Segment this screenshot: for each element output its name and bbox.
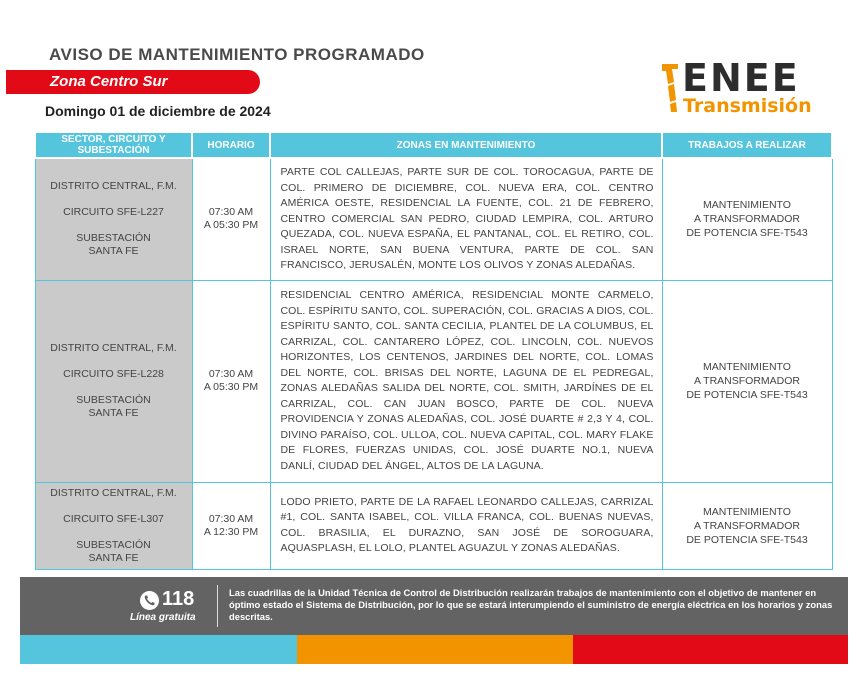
- logo-wordmark: ENEE: [682, 56, 800, 100]
- hotline-number: 118: [162, 588, 195, 610]
- zones-cell: LODO PRIETO, PARTE DE LA RAFAEL LEONARDO CALLEJAS, CARRIZAL #1, COL. SANTA ISABEL, COL. VILLA FRANCA, COL. BUENAS NUEVAS, COL. BRASILIA, EL DURAZNO, SAN JOSÉ DE SOROGUARA, AQUASPLASH, EL LOLO, PLANTEL AGUAZUL Y ZONAS ALEDAÑAS.: [270, 482, 662, 569]
- substation-name: SANTA FE: [88, 245, 139, 258]
- hotline-label: Línea gratuita: [130, 612, 196, 623]
- work-line: A TRANSFORMADOR: [694, 519, 800, 532]
- end-time: A 12:30 PM: [203, 525, 259, 538]
- column-header-hours: HORARIO: [192, 132, 270, 158]
- sector-name: DISTRITO CENTRAL, F.M.: [50, 342, 177, 354]
- footer-divider: [217, 585, 218, 627]
- work-cell: [662, 280, 832, 482]
- sector-cell: [35, 482, 192, 569]
- column-header-zones: ZONAS EN MANTENIMIENTO: [270, 132, 662, 158]
- work-cell: [662, 158, 832, 280]
- work-line: DE POTENCIA SFE-T543: [686, 227, 808, 240]
- substation-label: SUBESTACIÓN: [76, 232, 151, 245]
- logo-subtitle: Transmisión: [683, 95, 812, 117]
- stripe-red: [573, 635, 848, 664]
- footer-panel: [20, 577, 848, 635]
- end-time: A 05:30 PM: [203, 381, 259, 393]
- substation-name: SANTA FE: [88, 407, 139, 419]
- work-line: A TRANSFORMADOR: [694, 375, 800, 387]
- enee-logo-mark-icon: [660, 62, 682, 114]
- table-row: [35, 158, 832, 280]
- hours-cell: [192, 158, 270, 280]
- sector-cell: [35, 158, 192, 280]
- work-line: MANTENIMIENTO: [703, 199, 791, 212]
- start-time: 07:30 AM: [208, 368, 254, 380]
- substation-name: SANTA FE: [88, 551, 139, 564]
- start-time: 07:30 AM: [208, 512, 254, 525]
- start-time: 07:30 AM: [208, 206, 254, 219]
- zones-cell: PARTE COL CALLEJAS, PARTE SUR DE COL. TOROCAGUA, PARTE DE COL. PRIMERO DE DICIEMBRE, COL. NUEVA ERA, COL. CENTRO AMÉRICA OESTE, RESIDENCIAL LA FUENTE, COL. 21 DE FEBRERO, CENTRO COMERCIAL SAN PEDRO, CIUDAD LEMPIRA, COL. ARTURO QUEZADA, COL. NUEVA ESPAÑA, EL PANTANAL, COL. EL RETIRO, COL. ISRAEL NORTE, SAN BUENA VENTURA, PARTE DE COL. SAN FRANCISCO, JERUSALÉN, MONTE LOS OLIVOS Y ZONAS ALEDAÑAS.: [270, 158, 662, 280]
- work-line: MANTENIMIENTO: [703, 361, 791, 373]
- work-line: DE POTENCIA SFE-T543: [686, 533, 808, 546]
- circuit-name: CIRCUITO SFE-L228: [63, 368, 164, 380]
- maintenance-table: [34, 131, 833, 570]
- sector-cell: [35, 280, 192, 482]
- hours-cell: [192, 280, 270, 482]
- work-line: DE POTENCIA SFE-T543: [686, 389, 808, 401]
- circuit-name: CIRCUITO SFE-L307: [63, 512, 164, 525]
- sector-name: DISTRITO CENTRAL, F.M.: [50, 486, 177, 499]
- work-line: MANTENIMIENTO: [703, 505, 791, 518]
- substation-label: SUBESTACIÓN: [76, 538, 151, 551]
- work-cell: [662, 482, 832, 569]
- phone-icon: [140, 591, 159, 610]
- table-row: [35, 482, 832, 569]
- sector-name: DISTRITO CENTRAL, F.M.: [50, 180, 177, 193]
- work-line: A TRANSFORMADOR: [694, 213, 800, 226]
- column-header-work: TRABAJOS A REALIZAR: [662, 132, 832, 158]
- stripe-cyan: [20, 635, 297, 664]
- zone-banner: [6, 70, 260, 94]
- circuit-name: CIRCUITO SFE-L227: [63, 206, 164, 219]
- zones-cell: RESIDENCIAL CENTRO AMÉRICA, RESIDENCIAL MONTE CARMELO, COL. ESPÍRITU SANTO, COL. SUPERACIÓN, COL. GRACIAS A DIOS, COL. ESPÍRITU SANTO, COL. SANTA CECILIA, PLANTEL DE LA COLUMBUS, EL CARRIZAL, COL. CANTARERO LÓPEZ, COL. LINCOLN, COL. NUEVOS HORIZONTES, LOS CENTENOS, JARDINES DEL NORTE, COL. LOMAS DEL NORTE, COL. BRISAS DEL NORTE, LAGUNA DE EL PEDREGAL, ZONAS ALEDAÑAS SALIDA DEL NORTE, COL. SMITH, JARDÍNES DE EL CARRIZAL, COL. CAN JUAN BOSCO, PARTE DE COL. NUEVA PROVIDENCIA Y ZONAS ALEDAÑAS, COL. JOSÉ DUARTE # 2,3 Y 4, COL. DIVINO PARAÍSO, COL. ULLOA, COL. NUEVA CAPITAL, COL. MARY FLAKE DE FLORES, FUERZAS UNIDAS, COL. JOSÉ DUARTE NO.1, NUEVA DANLÍ, CIUDAD DEL ÁNGEL, ALTOS DE LA LAGUNA.: [270, 280, 662, 482]
- hours-cell: [192, 482, 270, 569]
- stripe-orange: [297, 635, 573, 664]
- table-row: [35, 280, 832, 482]
- end-time: A 05:30 PM: [203, 219, 259, 232]
- table-header-row: [35, 132, 832, 158]
- notice-date: Domingo 01 de diciembre de 2024: [45, 103, 271, 119]
- footer-note: Las cuadrillas de la Unidad Técnica de Control de Distribución realizarán trabajos de mantenimiento con el objetivo de mantener en óptimo estado el Sistema de Distribución, por lo que se estará interumpiendo el suministro de energía eléctrica en los horarios y zonas descritas.: [229, 587, 833, 622]
- page-title: AVISO DE MANTENIMIENTO PROGRAMADO: [49, 45, 425, 64]
- substation-label: SUBESTACIÓN: [76, 394, 151, 406]
- column-header-sector: SECTOR, CIRCUITO Y SUBESTACIÓN: [35, 132, 192, 158]
- enee-logo: [660, 56, 820, 118]
- zone-label: Zona Centro Sur: [50, 73, 168, 90]
